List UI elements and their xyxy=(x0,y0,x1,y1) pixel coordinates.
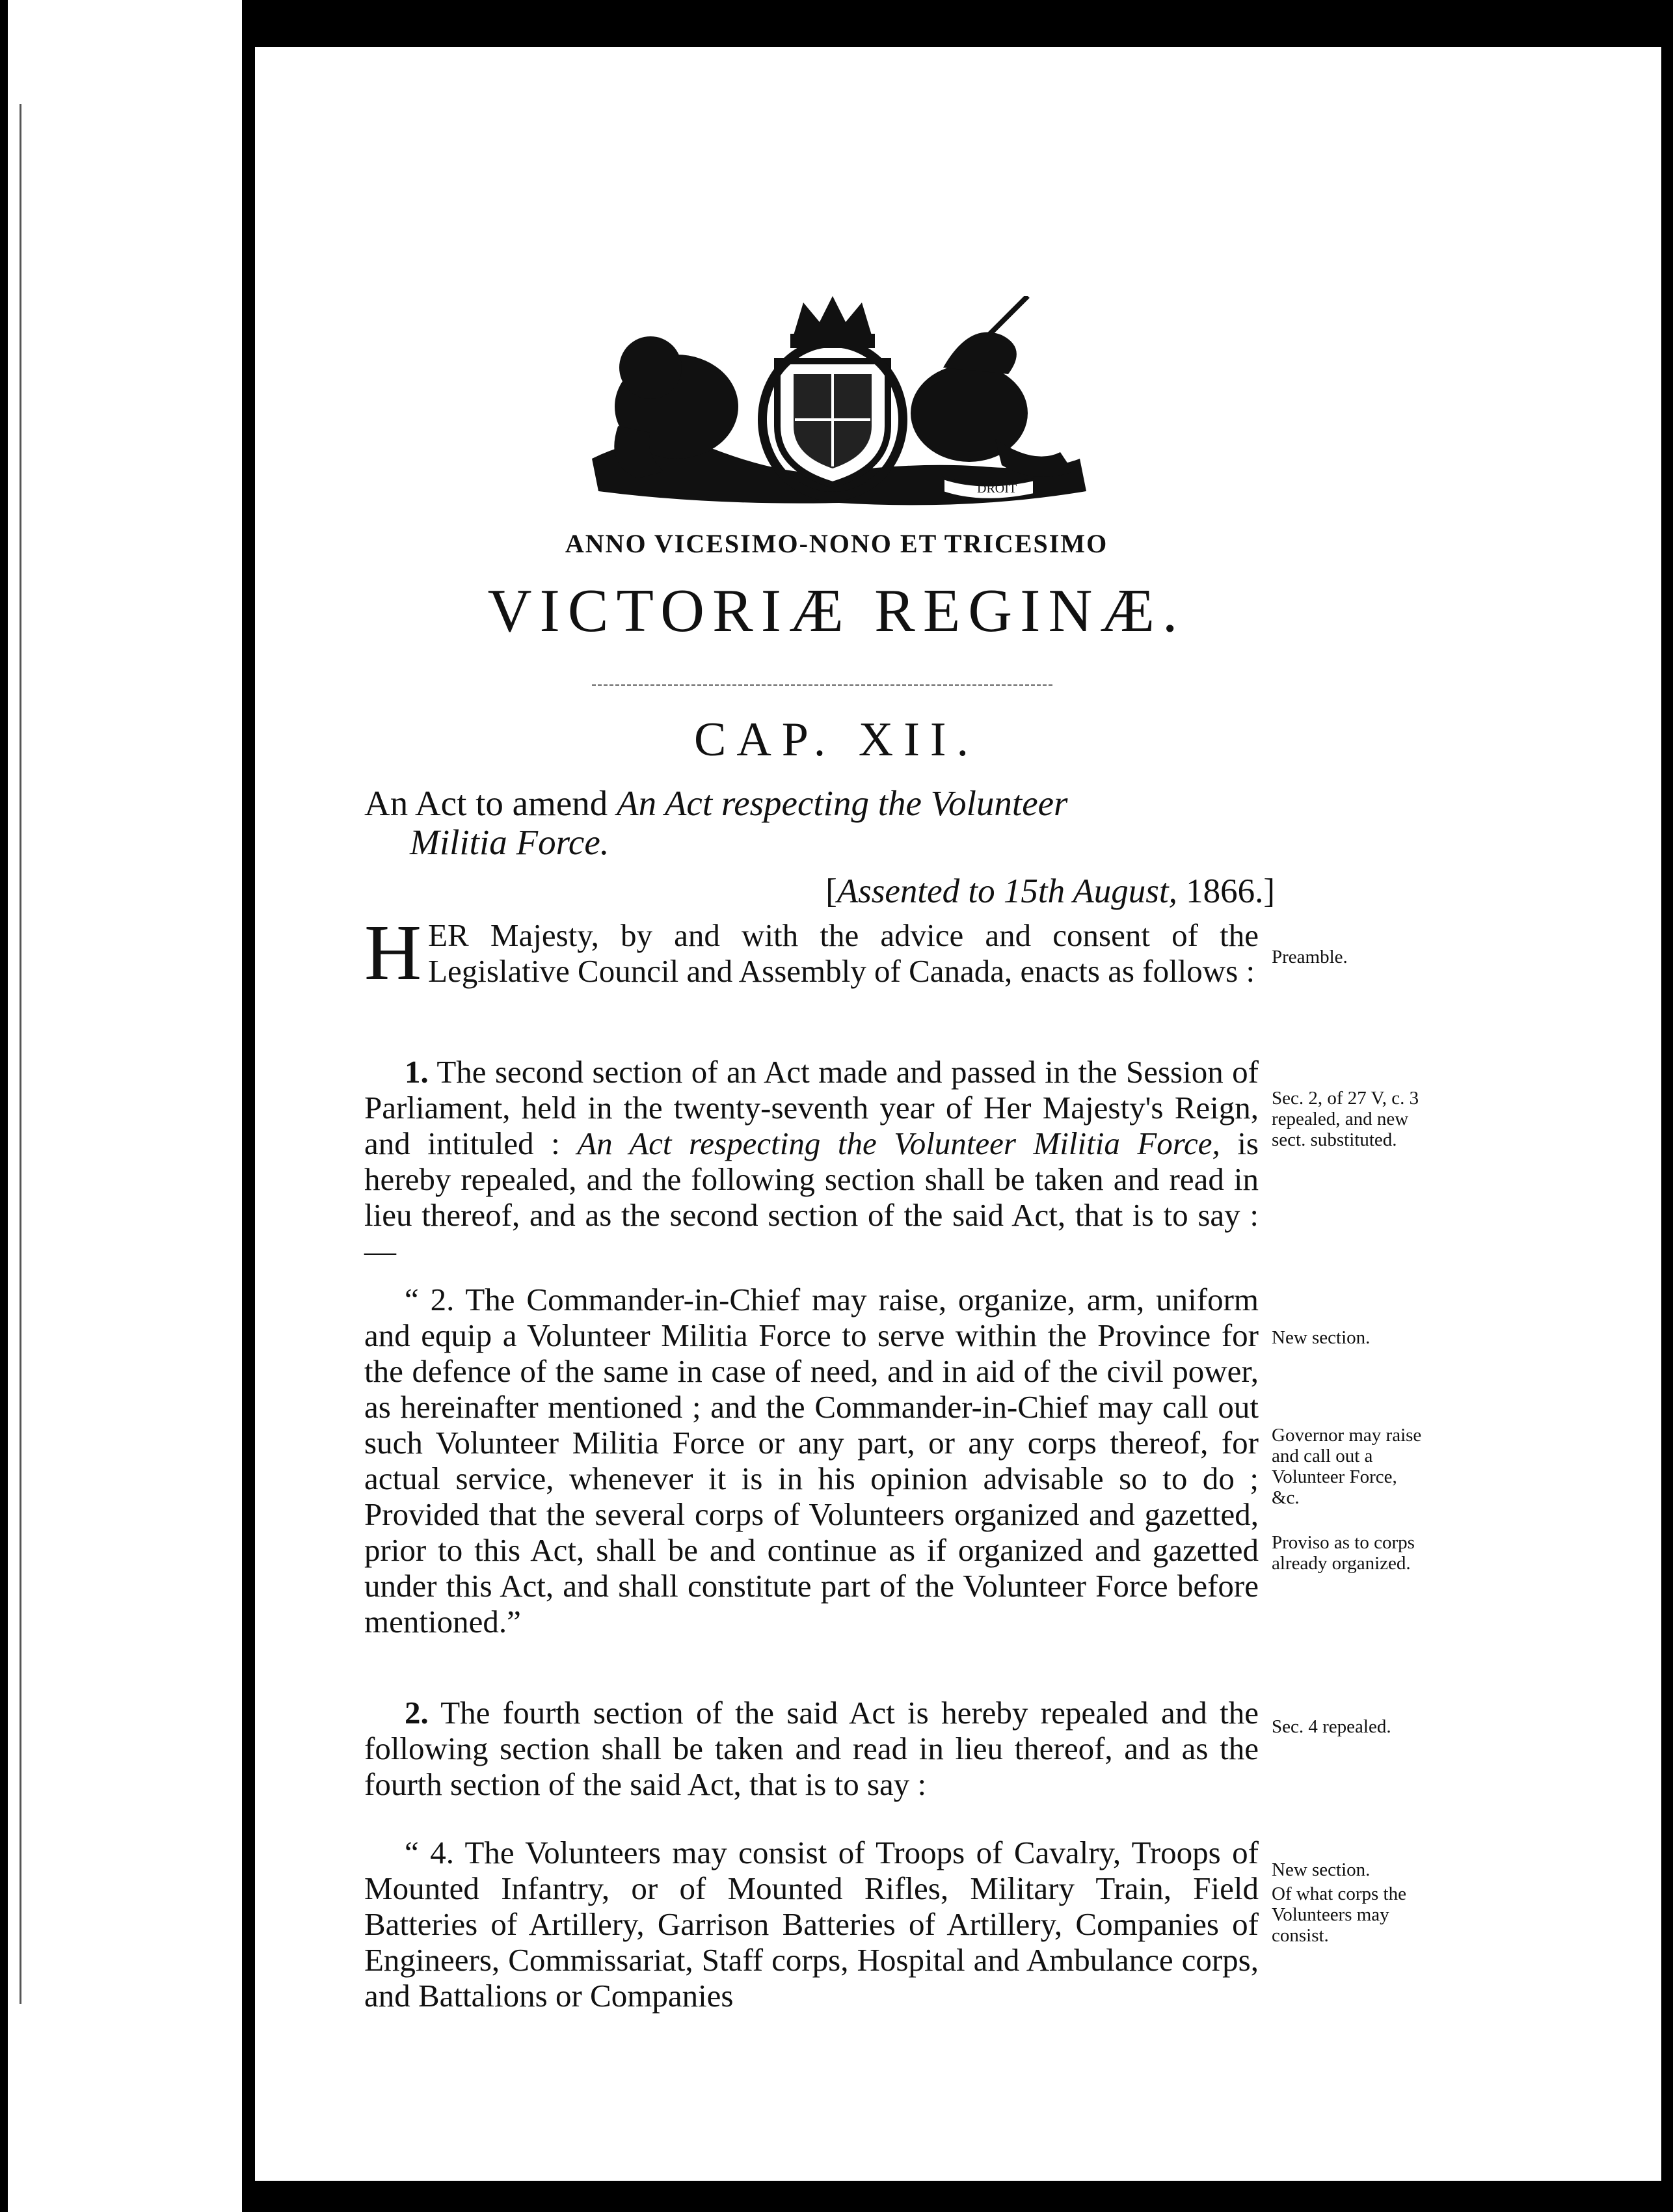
divider-rule xyxy=(592,684,1054,686)
scan-spine xyxy=(242,0,255,2212)
margin-note-proviso: Proviso as to corps already organized. xyxy=(1272,1532,1415,1574)
section-number: 1. xyxy=(405,1054,429,1090)
quoted-section-4: “ 4. The Volunteers may consist of Troops of Cavalry, Troops of Mounted Infantry, or of Mounted Rifles, Military Train, Field Batteries of Artillery, Garrison Batteries of Artillery, Companies of Engineers, Commissariat, Staff corps, Hospital and Ambulance corps, and Battalions or Companies xyxy=(364,1835,1259,2014)
act-title-line-1: An Act to amend An Act respecting the Volunteer xyxy=(364,783,1068,823)
regina-heading: VICTORIÆ REGINÆ. xyxy=(487,577,1186,645)
chapter-number: CAP. XII. xyxy=(694,713,979,766)
margin-note-new-section-2: New section. xyxy=(1272,1859,1371,1880)
assent-date: [Assented to 15th August, 1866.] xyxy=(825,872,1275,910)
margin-note-sec-4-repealed: Sec. 4 repealed. xyxy=(1272,1716,1391,1737)
drop-cap: H xyxy=(364,909,422,997)
section-2-paragraph: 2. The fourth section of the said Act is hereby repealed and the following section shall be taken and read in lieu thereof, and as the fourth section of the said Act, that is to say : xyxy=(364,1695,1259,1802)
quoted-section-2: “ 2. The Commander-in-Chief may raise, organize, arm, uniform and equip a Volunteer Militia Force to serve within the Province for the defence of the same in case of need, and in aid of the civil power, as hereinafter mentioned ; and the Commander-in-Chief may call out such Volunteer Militia Force or any part, or any corps thereof, for actual service, whenever it is in his opinion advisable so to do ; Provided that the several corps of Volunteers organized and gazetted, prior to this Act, shall be and continue as if organized and gazetted under this Act, and shall constitute part of the Volunteer Force before mentioned.” xyxy=(364,1282,1259,1639)
motto-ribbon-text: DROIT xyxy=(977,481,1017,496)
act-title-line-2: Militia Force. xyxy=(410,822,609,862)
regnal-year-heading: ANNO VICESIMO-NONO ET TRICESIMO xyxy=(565,529,1108,558)
section-number: 2. xyxy=(405,1695,429,1731)
preamble-paragraph: HER Majesty, by and with the advice and consent of the Legislative Council and Assembly of Canada, enacts as follows : xyxy=(364,909,1259,997)
scan-border-right xyxy=(1661,0,1673,2212)
scan-border-top xyxy=(242,0,1673,47)
act-title xyxy=(364,784,1268,862)
margin-note-sec-2-repealed: Sec. 2, of 27 V, c. 3 repealed, and new sect. substituted. xyxy=(1272,1088,1419,1150)
margin-note-preamble: Preamble. xyxy=(1272,947,1348,967)
margin-note-new-section: New section. xyxy=(1272,1327,1371,1348)
scan-border-bottom xyxy=(242,2181,1673,2212)
facing-page-edge xyxy=(20,104,21,2004)
margin-note-governor: Governor may raise and call out a Volunteer Force, &c. xyxy=(1272,1425,1422,1508)
royal-coat-of-arms-icon xyxy=(579,296,1093,511)
section-1-paragraph: 1. The second section of an Act made and passed in the Session of Parliament, held in the twenty-seventh year of Her Majesty's Reign, and intituled : An Act respecting the Volunteer Militia Force, is hereby repealed, and the following section shall be taken and read in lieu thereof, and as the second section of the said Act, that is to say :— xyxy=(364,1054,1259,1269)
margin-note-corps: Of what corps the Volunteers may consist. xyxy=(1272,1883,1406,1946)
scan-border-left xyxy=(0,0,8,2212)
